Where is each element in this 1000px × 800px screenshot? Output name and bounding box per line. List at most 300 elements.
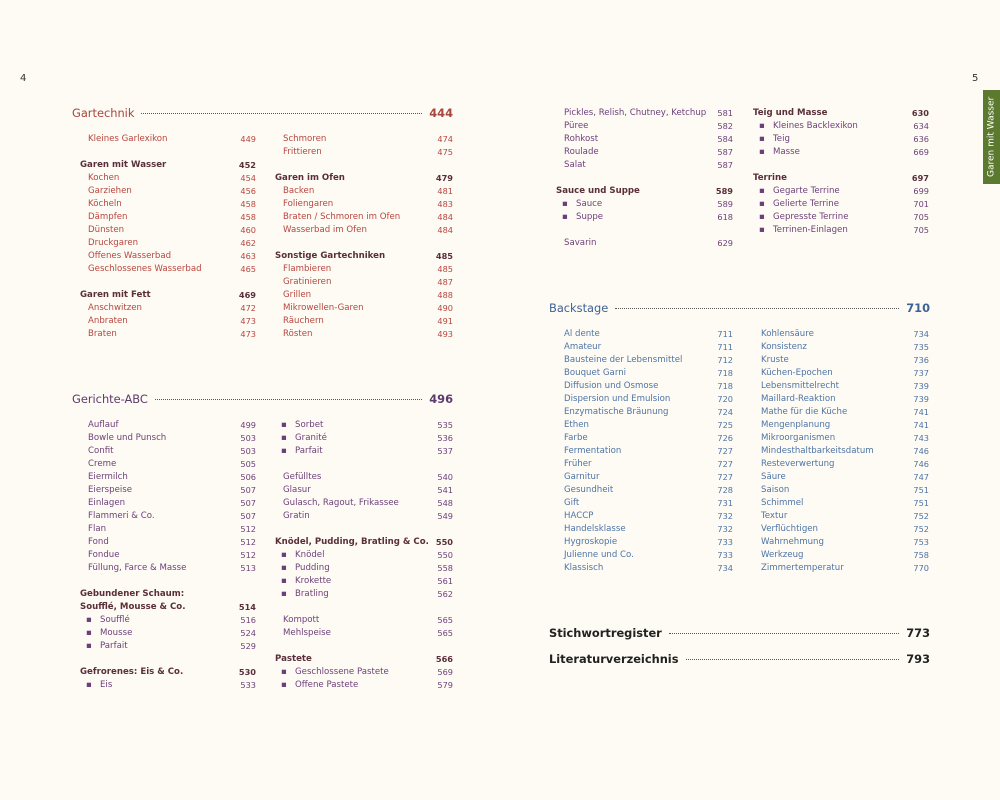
- toc-entry[interactable]: [753, 354, 929, 367]
- entry-page: 618: [717, 212, 733, 222]
- toc-column-gt2: [275, 133, 453, 341]
- toc-heading[interactable]: [80, 601, 256, 614]
- entry-page: 566: [435, 654, 453, 664]
- toc-column-ga1: [80, 419, 256, 692]
- toc-heading[interactable]: [275, 536, 453, 549]
- entry-title: [564, 471, 600, 484]
- entry-title: [761, 497, 803, 510]
- toc-entry[interactable]: [556, 536, 733, 549]
- entry-title: [761, 211, 849, 224]
- toc-entry[interactable]: [753, 328, 929, 341]
- entry-text: Salat: [564, 160, 586, 170]
- toc-entry[interactable]: [275, 562, 453, 575]
- spacer: [556, 224, 733, 237]
- toc-entry[interactable]: [753, 367, 929, 380]
- entry-title: [283, 146, 322, 159]
- entry-title: [761, 549, 804, 562]
- entry-text: Dünsten: [88, 225, 125, 235]
- entry-title: [761, 536, 824, 549]
- entry-title: [283, 627, 331, 640]
- toc-entry[interactable]: [753, 458, 929, 471]
- entry-text: Pastete: [275, 654, 312, 664]
- entry-page: 736: [913, 355, 929, 365]
- entry-title: [283, 562, 330, 575]
- entry-text: Zimmertemperatur: [761, 563, 844, 573]
- toc-entry[interactable]: [753, 432, 929, 445]
- toc-entry[interactable]: [80, 302, 256, 315]
- entry-title: [761, 393, 836, 406]
- section-title: Literaturverzeichnis: [549, 652, 679, 666]
- entry-page: 711: [717, 329, 733, 339]
- entry-page: 485: [437, 264, 453, 274]
- entry-page: 485: [435, 251, 453, 261]
- toc-entry[interactable]: [753, 523, 929, 536]
- entry-title: [283, 471, 321, 484]
- entry-page: 524: [240, 628, 256, 638]
- toc-entry[interactable]: [753, 211, 929, 224]
- entry-title: [564, 393, 670, 406]
- toc-entry[interactable]: [753, 341, 929, 354]
- entry-title: [564, 211, 603, 224]
- entry-title: [275, 653, 312, 666]
- toc-entry[interactable]: [556, 354, 733, 367]
- entry-title: [564, 146, 599, 159]
- entry-page: 582: [717, 121, 733, 131]
- entry-page: 737: [913, 368, 929, 378]
- entry-title: [283, 614, 319, 627]
- entry-page: 472: [240, 303, 256, 313]
- section-title: Backstage: [549, 301, 609, 315]
- entry-page: 584: [717, 134, 733, 144]
- entry-text: Rohkost: [564, 134, 599, 144]
- toc-entry[interactable]: [80, 510, 256, 523]
- toc-entry[interactable]: [753, 224, 929, 237]
- entry-text: Gefülltes: [283, 472, 322, 482]
- entry-text: Mindesthaltbarkeitsdatum: [761, 446, 874, 456]
- toc-entry[interactable]: [275, 146, 453, 159]
- entry-text: Gulasch, Ragout, Frikassee: [283, 498, 399, 508]
- entry-page: 753: [913, 537, 929, 547]
- entry-text: Suppe: [576, 212, 604, 222]
- entry-text: Ethen: [564, 420, 589, 430]
- section-backstage[interactable]: [549, 301, 930, 315]
- entry-page: 550: [435, 537, 453, 547]
- section-literaturverzeichnis[interactable]: [549, 652, 930, 666]
- page-number-right: 5: [972, 73, 979, 84]
- entry-text: Pickles, Relish, Chutney, Ketchup: [564, 108, 707, 118]
- entry-title: [283, 497, 399, 510]
- toc-entry[interactable]: [556, 120, 733, 133]
- toc-entry[interactable]: [275, 315, 453, 328]
- toc-entry[interactable]: [80, 679, 256, 692]
- toc-entry[interactable]: [80, 198, 256, 211]
- section-stichwortregister[interactable]: [549, 626, 930, 640]
- toc-entry[interactable]: [556, 146, 733, 159]
- entry-page: 479: [435, 173, 453, 183]
- entry-text: Farbe: [564, 433, 588, 443]
- toc-entry[interactable]: [80, 237, 256, 250]
- entry-page: 463: [240, 251, 256, 261]
- toc-entry[interactable]: [80, 315, 256, 328]
- toc-entry[interactable]: [80, 523, 256, 536]
- toc-entry[interactable]: [80, 263, 256, 276]
- toc-entry[interactable]: [275, 133, 453, 146]
- toc-entry[interactable]: [753, 380, 929, 393]
- entry-title: [761, 341, 807, 354]
- leader-dots: [141, 113, 422, 114]
- toc-entry[interactable]: [275, 588, 453, 601]
- spacer: [80, 146, 256, 159]
- entry-text: Hygroskopie: [564, 537, 618, 547]
- toc-entry[interactable]: [80, 484, 256, 497]
- spacer: [753, 159, 929, 172]
- entry-text: Druckgaren: [88, 238, 139, 248]
- toc-heading[interactable]: [275, 250, 453, 263]
- toc-entry[interactable]: [275, 445, 453, 458]
- entry-title: [564, 341, 601, 354]
- spacer: [275, 523, 453, 536]
- entry-page: 481: [437, 186, 453, 196]
- entry-text: Textur: [761, 511, 788, 521]
- toc-heading[interactable]: [556, 185, 733, 198]
- entry-text: Offene Pastete: [295, 680, 359, 690]
- entry-title: [564, 536, 617, 549]
- entry-text: Roulade: [564, 147, 599, 157]
- toc-entry[interactable]: [556, 367, 733, 380]
- toc-entry[interactable]: [275, 471, 453, 484]
- toc-entry[interactable]: [556, 159, 733, 172]
- toc-entry[interactable]: [275, 484, 453, 497]
- toc-entry[interactable]: [556, 484, 733, 497]
- entry-page: 746: [913, 446, 929, 456]
- toc-entry[interactable]: [556, 393, 733, 406]
- entry-title: [761, 562, 844, 575]
- toc-heading[interactable]: [80, 666, 256, 679]
- toc-entry[interactable]: [80, 328, 256, 341]
- toc-entry[interactable]: [275, 185, 453, 198]
- entry-page: 505: [240, 459, 256, 469]
- entry-text: Kompott: [283, 615, 320, 625]
- entry-text: Foliengaren: [283, 199, 334, 209]
- toc-entry[interactable]: [80, 562, 256, 575]
- toc-entry[interactable]: [275, 549, 453, 562]
- toc-entry[interactable]: [275, 666, 453, 679]
- toc-column-gb2: [753, 107, 929, 237]
- toc-entry[interactable]: [80, 419, 256, 432]
- entry-page: 752: [913, 524, 929, 534]
- toc-heading[interactable]: [753, 172, 929, 185]
- entry-page: 507: [240, 498, 256, 508]
- entry-text: HACCP: [564, 511, 594, 521]
- entry-title: [88, 172, 119, 185]
- toc-entry[interactable]: [753, 419, 929, 432]
- toc-entry[interactable]: [753, 549, 929, 562]
- toc-entry[interactable]: [753, 146, 929, 159]
- entry-text: Gegarte Terrine: [773, 186, 840, 196]
- toc-entry[interactable]: [275, 276, 453, 289]
- toc-column-ga2: [275, 419, 453, 692]
- entry-title: [88, 198, 122, 211]
- toc-entry[interactable]: [556, 445, 733, 458]
- entry-page: 507: [240, 485, 256, 495]
- toc-entry[interactable]: [275, 224, 453, 237]
- toc-heading[interactable]: [80, 289, 256, 302]
- toc-entry[interactable]: [275, 575, 453, 588]
- entry-title: [761, 380, 839, 393]
- toc-entry[interactable]: [80, 432, 256, 445]
- entry-page: 530: [238, 667, 256, 677]
- toc-entry[interactable]: [556, 341, 733, 354]
- entry-page: 733: [717, 537, 733, 547]
- toc-entry[interactable]: [275, 679, 453, 692]
- entry-title: [275, 250, 385, 263]
- toc-entry[interactable]: [556, 497, 733, 510]
- entry-title: [761, 367, 833, 380]
- toc-entry[interactable]: [275, 432, 453, 445]
- entry-page: 549: [437, 511, 453, 521]
- entry-page: 565: [437, 615, 453, 625]
- entry-page: 705: [913, 212, 929, 222]
- entry-page: 516: [240, 615, 256, 625]
- spacer: [80, 575, 256, 588]
- entry-title: [564, 133, 598, 146]
- entry-text: Wahrnehmung: [761, 537, 824, 547]
- toc-entry[interactable]: [753, 562, 929, 575]
- toc-entry[interactable]: [556, 406, 733, 419]
- entry-page: 490: [437, 303, 453, 313]
- section-gerichte[interactable]: [72, 392, 453, 406]
- toc-entry[interactable]: [556, 458, 733, 471]
- toc-entry[interactable]: [556, 237, 733, 250]
- toc-entry[interactable]: [556, 432, 733, 445]
- entry-page: 725: [717, 420, 733, 430]
- entry-page: 488: [437, 290, 453, 300]
- toc-entry[interactable]: [80, 445, 256, 458]
- toc-entry[interactable]: [753, 445, 929, 458]
- entry-title: [564, 510, 593, 523]
- toc-entry[interactable]: [556, 510, 733, 523]
- entry-text: Gepresste Terrine: [773, 212, 849, 222]
- entry-page: 718: [717, 368, 733, 378]
- entry-page: 512: [240, 524, 256, 534]
- toc-entry[interactable]: [556, 562, 733, 575]
- toc-entry[interactable]: [556, 380, 733, 393]
- entry-title: [761, 185, 840, 198]
- entry-page: 589: [715, 186, 733, 196]
- entry-page: 460: [240, 225, 256, 235]
- entry-text: Rösten: [283, 329, 313, 339]
- entry-page: 484: [437, 212, 453, 222]
- entry-page: 732: [717, 511, 733, 521]
- entry-text: Mousse: [100, 628, 133, 638]
- toc-entry[interactable]: [753, 133, 929, 146]
- entry-title: [88, 510, 155, 523]
- entry-page: 458: [240, 199, 256, 209]
- toc-entry[interactable]: [753, 120, 929, 133]
- toc-heading[interactable]: [753, 107, 929, 120]
- entry-title: [80, 666, 183, 679]
- entry-page: 701: [913, 199, 929, 209]
- entry-text: Fermentation: [564, 446, 622, 456]
- entry-page: 669: [913, 147, 929, 157]
- toc-entry[interactable]: [80, 133, 256, 146]
- entry-title: [753, 172, 787, 185]
- entry-title: [88, 627, 132, 640]
- toc-entry[interactable]: [753, 471, 929, 484]
- toc-entry[interactable]: [80, 172, 256, 185]
- toc-entry[interactable]: [80, 250, 256, 263]
- toc-entry[interactable]: [753, 406, 929, 419]
- entry-page: 569: [437, 667, 453, 677]
- entry-title: [283, 224, 367, 237]
- entry-title: [283, 666, 389, 679]
- entry-title: [88, 458, 116, 471]
- toc-entry[interactable]: [275, 614, 453, 627]
- toc-entry[interactable]: [80, 471, 256, 484]
- toc-entry[interactable]: [753, 185, 929, 198]
- toc-entry[interactable]: [80, 640, 256, 653]
- entry-title: [88, 523, 106, 536]
- entry-title: [88, 562, 186, 575]
- entry-text: Mehlspeise: [283, 628, 331, 638]
- toc-column-bs1: [556, 328, 733, 575]
- toc-entry[interactable]: [80, 627, 256, 640]
- entry-page: 475: [437, 147, 453, 157]
- toc-entry[interactable]: [753, 198, 929, 211]
- section-page: 793: [906, 652, 930, 666]
- toc-entry[interactable]: [556, 419, 733, 432]
- toc-entry[interactable]: [556, 198, 733, 211]
- toc-entry[interactable]: [753, 484, 929, 497]
- toc-entry[interactable]: [80, 458, 256, 471]
- entry-title: [283, 198, 333, 211]
- entry-title: [283, 315, 324, 328]
- toc-entry[interactable]: [275, 263, 453, 276]
- toc-entry[interactable]: [275, 302, 453, 315]
- entry-text: Saison: [761, 485, 790, 495]
- entry-title: [88, 315, 128, 328]
- entry-title: [564, 328, 600, 341]
- toc-entry[interactable]: [753, 510, 929, 523]
- entry-title: [564, 484, 613, 497]
- entry-text: Grillen: [283, 290, 312, 300]
- toc-entry[interactable]: [275, 211, 453, 224]
- toc-entry[interactable]: [275, 627, 453, 640]
- entry-text: Julienne und Co.: [564, 550, 634, 560]
- entry-text: Garen mit Fett: [80, 290, 151, 300]
- toc-entry[interactable]: [80, 614, 256, 627]
- entry-text: Granité: [295, 433, 327, 443]
- entry-page: 512: [240, 550, 256, 560]
- toc-entry[interactable]: [556, 549, 733, 562]
- entry-page: 484: [437, 225, 453, 235]
- entry-title: [88, 185, 132, 198]
- entry-title: [283, 276, 331, 289]
- entry-title: [283, 575, 331, 588]
- entry-title: [761, 432, 835, 445]
- toc-entry[interactable]: [556, 523, 733, 536]
- spacer: [80, 276, 256, 289]
- entry-text: Bausteine der Lebensmittel: [564, 355, 683, 365]
- entry-page: 634: [913, 121, 929, 131]
- toc-heading[interactable]: [80, 159, 256, 172]
- toc-entry[interactable]: [556, 133, 733, 146]
- section-gartechnik[interactable]: [72, 106, 453, 120]
- entry-title: [283, 328, 312, 341]
- toc-entry[interactable]: [556, 471, 733, 484]
- toc-entry[interactable]: [80, 185, 256, 198]
- entry-page: 550: [437, 550, 453, 560]
- leader-dots: [669, 633, 899, 634]
- entry-text: Sauce: [576, 199, 603, 209]
- toc-entry[interactable]: [556, 211, 733, 224]
- entry-page: 746: [913, 459, 929, 469]
- toc-entry[interactable]: [556, 107, 733, 120]
- entry-page: 712: [717, 355, 733, 365]
- toc-entry[interactable]: [275, 289, 453, 302]
- entry-page: 758: [913, 550, 929, 560]
- entry-title: [88, 133, 167, 146]
- entry-title: [564, 406, 668, 419]
- toc-entry[interactable]: [275, 198, 453, 211]
- entry-title: [564, 380, 658, 393]
- entry-text: Fond: [88, 537, 109, 547]
- toc-entry[interactable]: [556, 328, 733, 341]
- entry-page: 507: [240, 511, 256, 521]
- toc-entry[interactable]: [80, 211, 256, 224]
- entry-page: 699: [913, 186, 929, 196]
- side-tab-label: Garen mit Wasser: [986, 96, 997, 178]
- entry-text: Eierspeise: [88, 485, 133, 495]
- entry-text: Sorbet: [295, 420, 324, 430]
- entry-page: 581: [717, 108, 733, 118]
- toc-entry[interactable]: [80, 497, 256, 510]
- entry-text: Fondue: [88, 550, 120, 560]
- entry-title: [283, 679, 358, 692]
- toc-heading[interactable]: [80, 588, 256, 601]
- entry-page: 579: [437, 680, 453, 690]
- entry-page: 636: [913, 134, 929, 144]
- entry-text: Geschlossene Pastete: [295, 667, 389, 677]
- entry-text: Kochen: [88, 173, 120, 183]
- toc-heading[interactable]: [275, 172, 453, 185]
- entry-page: 724: [717, 407, 733, 417]
- toc-entry[interactable]: [80, 536, 256, 549]
- toc-entry[interactable]: [80, 224, 256, 237]
- toc-column-gt1: [80, 133, 256, 341]
- toc-entry[interactable]: [753, 393, 929, 406]
- entry-text: Offenes Wasserbad: [88, 251, 172, 261]
- entry-title: [88, 328, 117, 341]
- toc-entry[interactable]: [80, 549, 256, 562]
- toc-entry[interactable]: [753, 536, 929, 549]
- toc-entry[interactable]: [275, 510, 453, 523]
- toc-entry[interactable]: [275, 328, 453, 341]
- section-page: 496: [429, 392, 453, 406]
- toc-heading[interactable]: [275, 653, 453, 666]
- entry-page: 741: [913, 407, 929, 417]
- entry-text: Gefrorenes: Eis & Co.: [80, 667, 184, 677]
- entry-page: 747: [913, 472, 929, 482]
- toc-entry[interactable]: [275, 497, 453, 510]
- toc-column-gb1: [556, 107, 733, 250]
- entry-page: 493: [437, 329, 453, 339]
- entry-title: [564, 354, 682, 367]
- toc-entry[interactable]: [753, 497, 929, 510]
- toc-entry[interactable]: [275, 419, 453, 432]
- section-title: Stichwortregister: [549, 626, 662, 640]
- entry-page: 506: [240, 472, 256, 482]
